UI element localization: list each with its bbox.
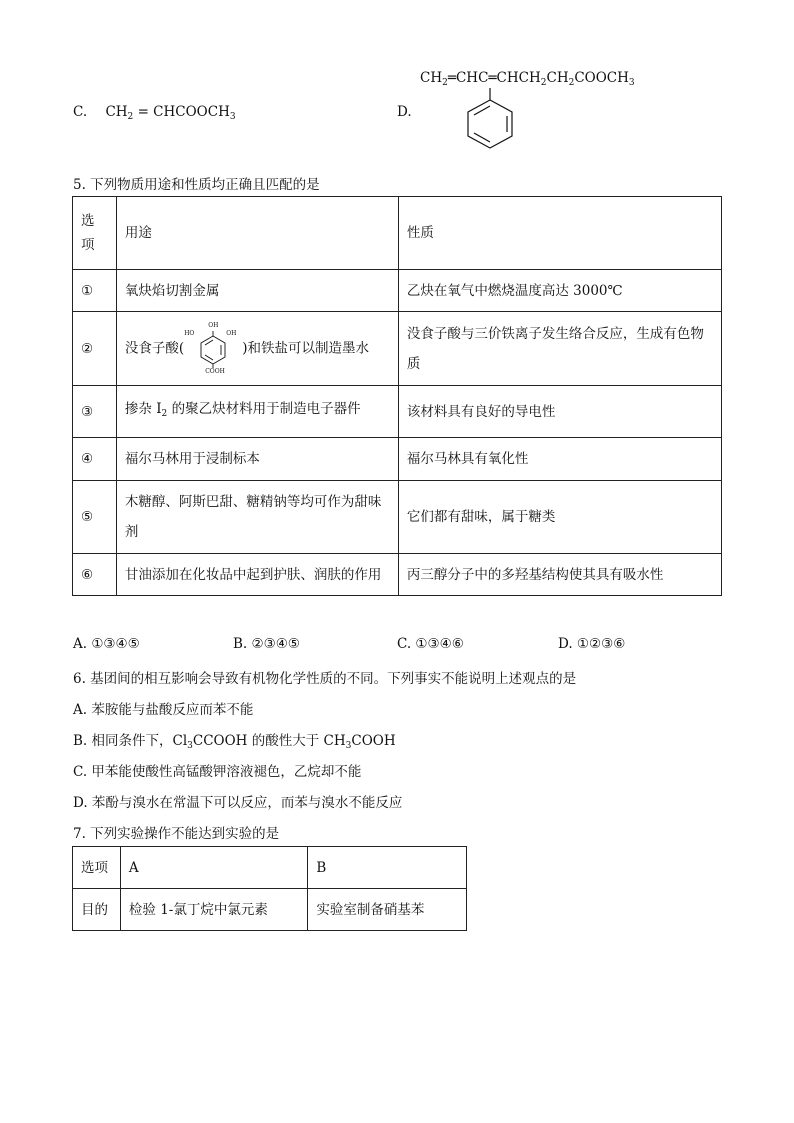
row-b: 实验室制备硝基苯 bbox=[308, 889, 467, 931]
q6-option-c: C. 甲苯能使酸性高锰酸钾溶液褪色，乙烷却不能 bbox=[73, 764, 362, 780]
row-property: 该材料具有良好的导电性 bbox=[398, 386, 721, 438]
table-row bbox=[73, 889, 467, 931]
row-number: ① bbox=[73, 270, 117, 312]
row-property: 丙三醇分子中的多羟基结构使其具有吸水性 bbox=[398, 554, 721, 596]
row-use: 氧炔焰切割金属 bbox=[116, 270, 398, 312]
header-a: A bbox=[120, 847, 307, 889]
q6-option-d: D. 苯酚与溴水在常温下可以反应，而苯与溴水不能反应 bbox=[73, 795, 403, 811]
q5-option-b: B. ②③④⑤ bbox=[233, 636, 300, 652]
header-option: 选项 bbox=[81, 213, 95, 253]
header-use: 用途 bbox=[116, 197, 398, 270]
question-6-text: 6. 基团间的相互影响会导致有机物化学性质的不同。下列事实不能说明上述观点的是 bbox=[73, 671, 577, 687]
option-c-formula: $CH_2$ = $CHCOOCH_3$ bbox=[105, 104, 236, 122]
row-property: 福尔马林具有氧化性 bbox=[398, 438, 721, 481]
option-c-label: C. bbox=[73, 104, 88, 120]
option-d-formula: $CH_2═CHC═CHCH_2CH_2COOCH_3$ bbox=[420, 70, 635, 88]
table-row bbox=[73, 312, 722, 386]
table-row bbox=[73, 386, 722, 438]
table-row bbox=[73, 438, 722, 481]
row-use: 木糖醇、阿斯巴甜、糖精钠等均可作为甜味剂 bbox=[116, 481, 398, 554]
table-row bbox=[73, 270, 722, 312]
row-label: 目的 bbox=[73, 889, 121, 931]
row-property: 乙炔在氧气中燃烧温度高达 3000℃ bbox=[398, 270, 721, 312]
row-number: ④ bbox=[73, 438, 117, 481]
q5-option-c: C. ①③④⑥ bbox=[397, 636, 464, 652]
table-header-row bbox=[73, 847, 467, 889]
row-use: 没食子酸( HO OH OH COOH )和铁盐可以制造墨水 bbox=[116, 312, 398, 386]
row-number: ⑥ bbox=[73, 554, 117, 596]
row-use: 掺杂 $I_2$ 的聚乙炔材料用于制造电子器件 bbox=[116, 386, 398, 438]
q6-option-a: A. 苯胺能与盐酸反应而苯不能 bbox=[73, 702, 254, 718]
question-7-table bbox=[72, 846, 467, 931]
gallic-acid-structure: HO OH OH COOH bbox=[184, 321, 237, 375]
row-number: ③ bbox=[73, 386, 117, 438]
row-use: 福尔马林用于浸制标本 bbox=[116, 438, 398, 481]
q6-option-b: B. 相同条件下，$Cl_3CCOOH$ 的酸性大于 $CH_3COOH$ bbox=[73, 733, 396, 751]
header-b: B bbox=[308, 847, 467, 889]
question-7-text: 7. 下列实验操作不能达到实验的是 bbox=[73, 826, 280, 842]
header-option: 选项 bbox=[73, 847, 121, 889]
table-header-row bbox=[73, 197, 722, 270]
benzene-ring-diagram bbox=[455, 88, 525, 160]
header-property: 性质 bbox=[398, 197, 721, 270]
option-d-label: D. bbox=[397, 104, 412, 120]
table-row bbox=[73, 481, 722, 554]
question-5-table bbox=[72, 196, 722, 596]
row-number: ⑤ bbox=[73, 481, 117, 554]
row-number: ② bbox=[73, 312, 117, 386]
row-property: 没食子酸与三价铁离子发生络合反应，生成有色物质 bbox=[398, 312, 721, 386]
option-c bbox=[73, 104, 236, 122]
question-5-text: 5. 下列物质用途和性质均正确且匹配的是 bbox=[73, 177, 320, 193]
row-use: 甘油添加在化妆品中起到护肤、润肤的作用 bbox=[116, 554, 398, 596]
q5-option-a: A. ①③④⑤ bbox=[73, 636, 140, 652]
table-row bbox=[73, 554, 722, 596]
row-a: 检验 1-氯丁烷中氯元素 bbox=[120, 889, 307, 931]
q5-option-d: D. ①②③⑥ bbox=[558, 636, 626, 652]
row-property: 它们都有甜味，属于糖类 bbox=[398, 481, 721, 554]
